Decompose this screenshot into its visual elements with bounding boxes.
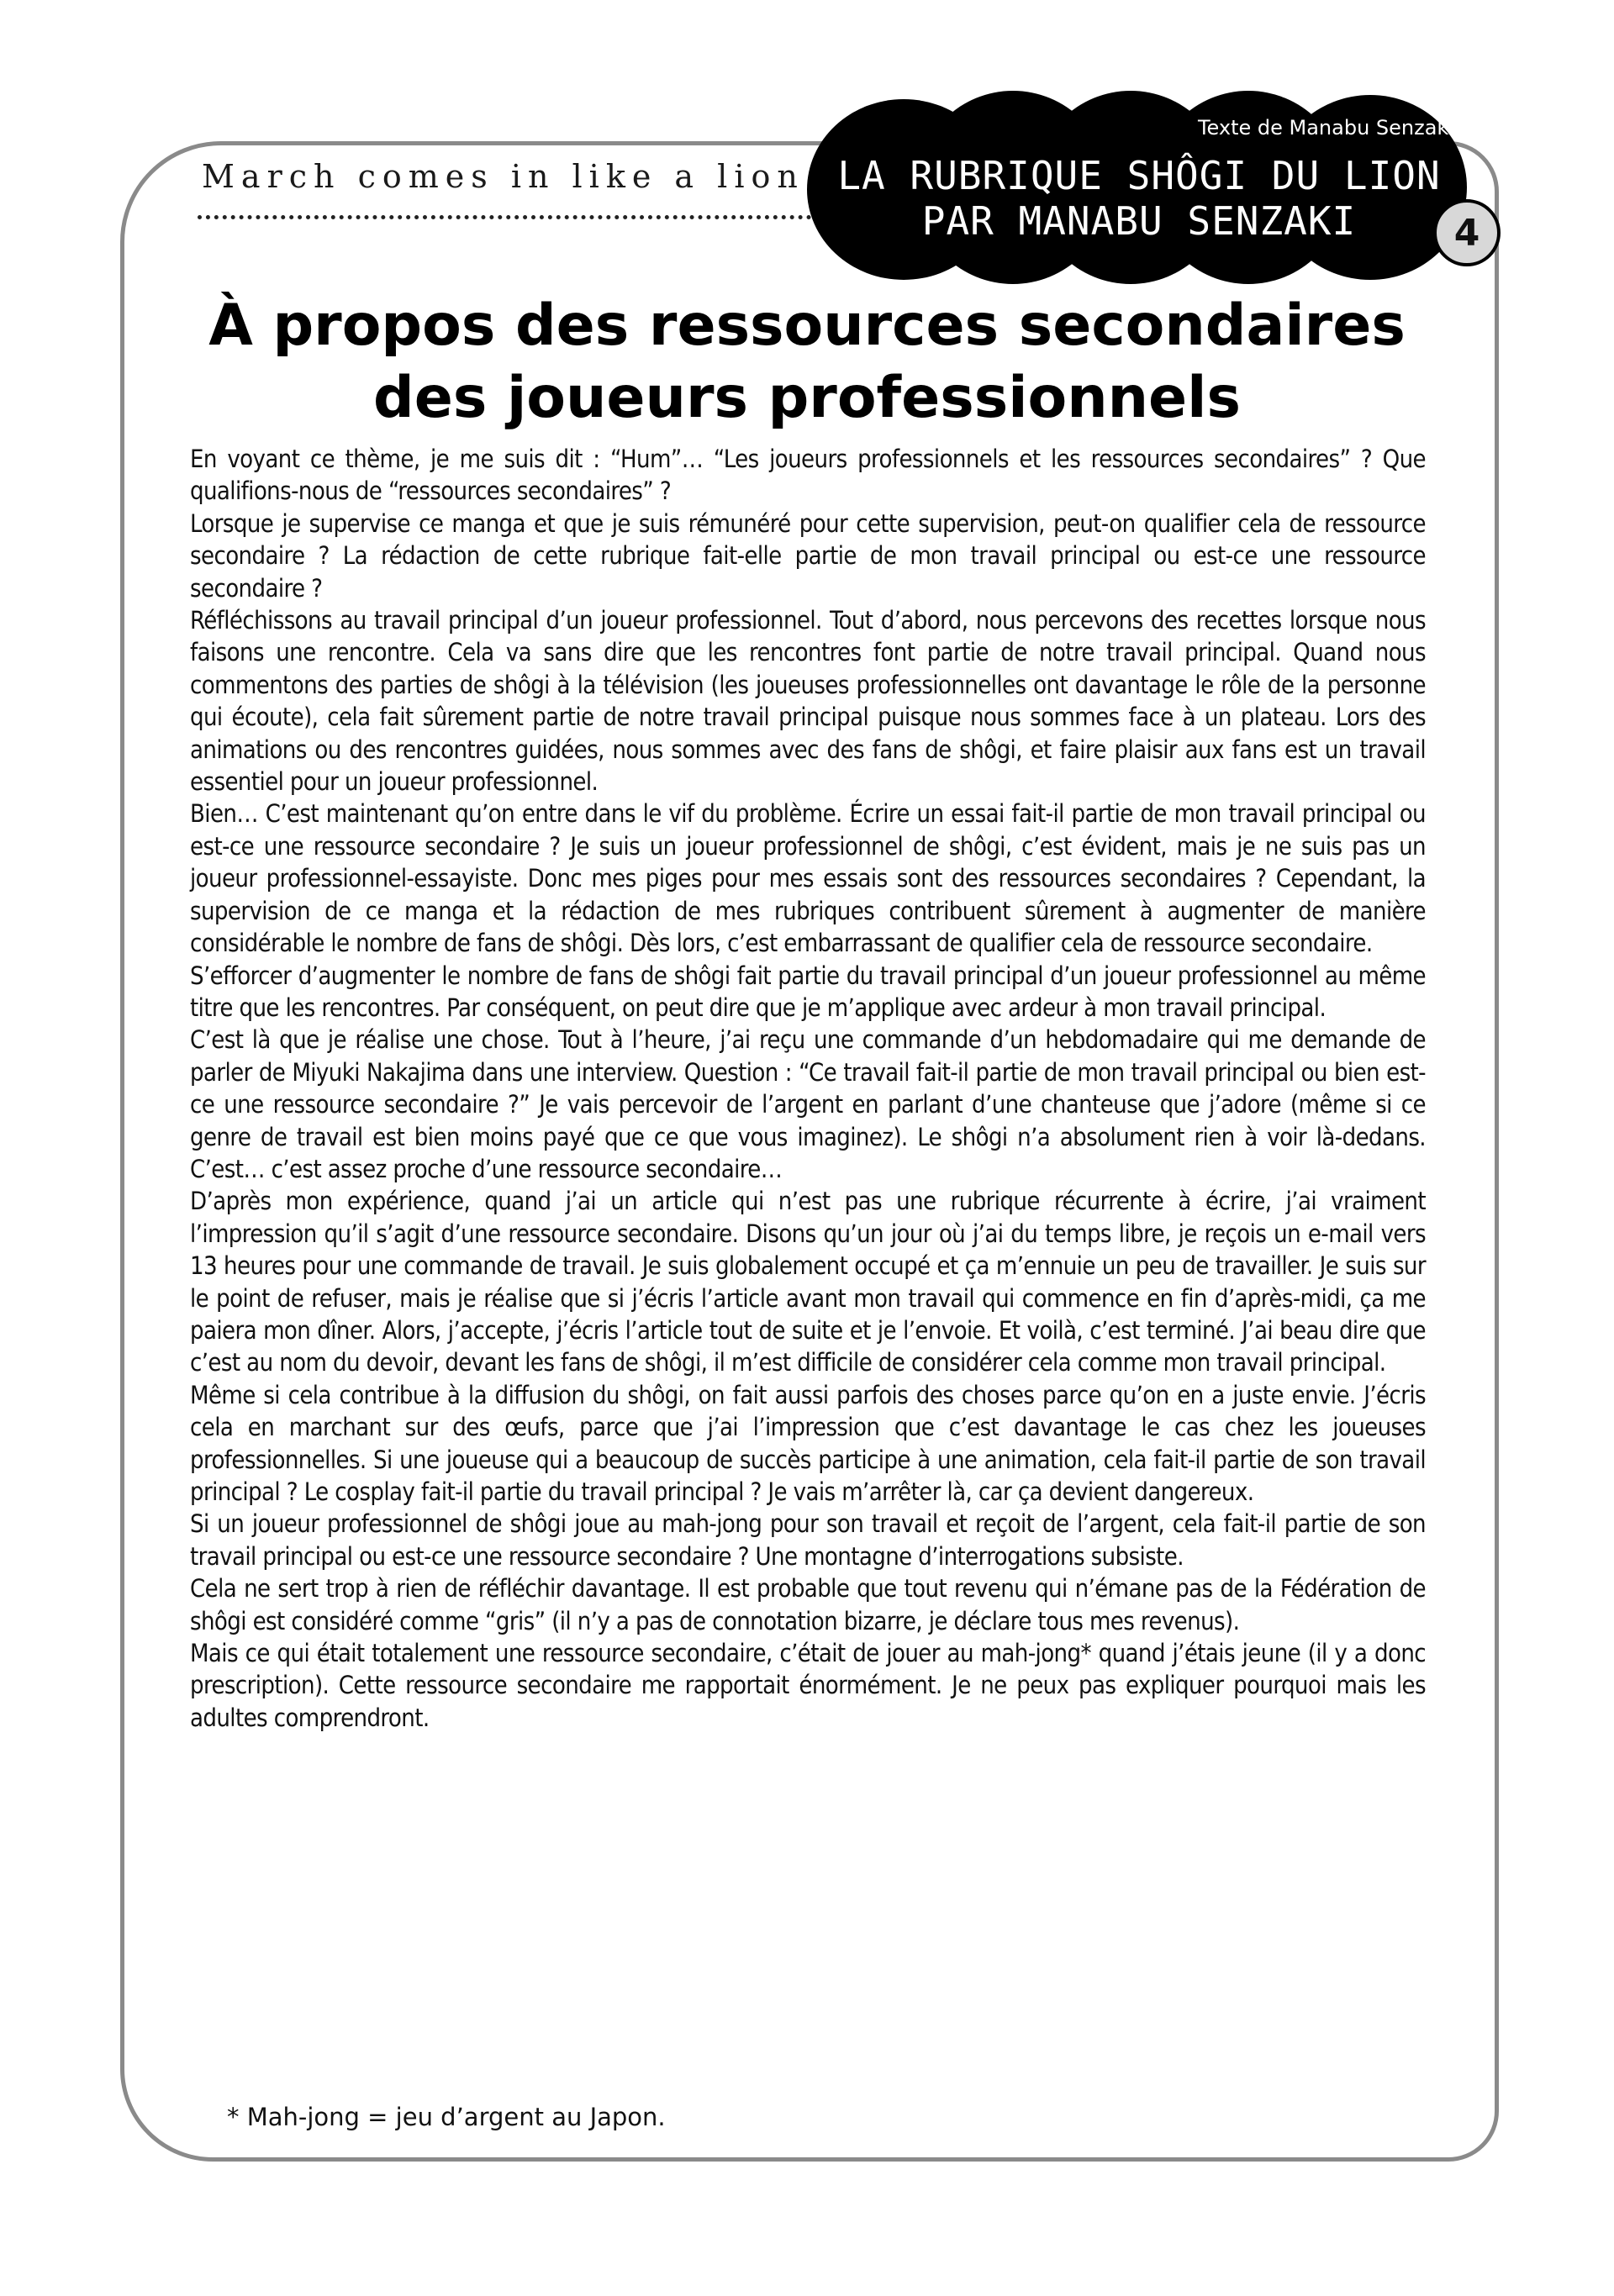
title-line: des joueurs professionnels (373, 365, 1241, 431)
rubric-header (807, 91, 1471, 284)
series-title: March comes in like a lion (202, 158, 804, 195)
paragraph: Mais ce qui était totalement une ressource secondaire, c’était de jouer au mah-jong* quand j’étais jeune (il y a donc prescription). Cette ressource secondaire me rapportait énormément. Je ne peux pas expliquer pourquoi mais les adultes comprendront. (190, 1639, 1426, 1732)
paragraph: Réfléchissons au travail principal d’un joueur professionnel. Tout d’abord, nous percevons des recettes lorsque nous faisons une rencontre. Cela va sans dire que les rencontres font partie de notre travail principal. Quand nous commentons des parties de shôgi à la télévision (les joueuses professionnelles ont davantage le rôle de la personne qui écoute), cela fait sûrement partie de notre travail principal puisque nous sommes face à un plateau. Lors des animations ou des rencontres guidées, nous sommes avec des fans de shôgi, et faire plaisir aux fans est un travail essentiel pour un joueur professionnel. (190, 606, 1426, 797)
paragraph: D’après mon expérience, quand j’ai un article qui n’est pas une rubrique récurrente à écrire, j’ai vraiment l’impression qu’il s’agit d’une ressource secondaire. Disons qu’un jour où j’ai du temps libre, je reçois un e-mail vers 13 heures pour une commande de travail. Je suis globalement occupé et ça m’ennuie un peu de travailler. Je suis sur le point de refuser, mais je réalise que si j’écris l’article avant mon travail qui commence en fin d’après-midi, ça me paiera mon dîner. Alors, j’accepte, j’écris l’article tout de suite et je l’envoie. Et voilà, c’est terminé. J’ai beau dire que c’est au nom du devoir, devant les fans de shôgi, il m’est difficile de considérer cela comme mon travail principal. (190, 1187, 1426, 1377)
paragraph: Bien… C’est maintenant qu’on entre dans le vif du problème. Écrire un essai fait-il partie de mon travail principal ou est-ce une ressource secondaire ? Je suis un joueur professionnel de shôgi, c’est évident, mais je ne suis pas un joueur professionnel-essayiste. Donc mes piges pour mes essais sont des ressources secondaires ? Cependant, la supervision de ce manga et la rédaction de mes rubriques contribuent sûrement à augmenter de manière considérable le nombre de fans de shôgi. Dès lors, c’est embarrassant de qualifier cela de ressource secondaire. (190, 799, 1426, 958)
paragraph: S’efforcer d’augmenter le nombre de fans de shôgi fait partie du travail principal d’un joueur professionnel au même titre que les rencontres. Par conséquent, on peut dire que je m’applique avec ardeur à mon travail principal. (190, 961, 1426, 1022)
footnote: * Mah-jong = jeu d’argent au Japon. (227, 2103, 666, 2131)
rubric-title (807, 153, 1471, 244)
paragraph: Si un joueur professionnel de shôgi joue au mah-jong pour son travail et reçoit de l’argent, cela fait-il partie de son travail principal ou est-ce une ressource secondaire ? Une montagne d’interrogations subsiste. (190, 1509, 1426, 1571)
paragraph: Cela ne sert trop à rien de réfléchir davantage. Il est probable que tout revenu qui n’émane pas de la Fédération de shôgi est considéré comme “gris” (il n’y a pas de connotation bizarre, je déclare tous mes revenus). (190, 1574, 1426, 1635)
article-title (168, 290, 1446, 434)
issue-number-badge: 4 (1433, 199, 1501, 266)
paragraph: Lorsque je supervise ce manga et que je suis rémunéré pour cette supervision, peut-on qualifier cela de ressource secondaire ? La rédaction de cette rubrique fait-elle partie de mon travail principal ou est-ce une ressource secondaire ? (190, 508, 1426, 603)
dotted-divider (198, 215, 845, 219)
author-credit: Texte de Manabu Senzaki (1197, 116, 1454, 140)
rubric-line: LA RUBRIQUE SHÔGI DU LION (837, 153, 1441, 198)
title-line: À propos des ressources secondaires (208, 292, 1406, 359)
rubric-line: PAR MANABU SENZAKI (921, 198, 1357, 244)
article-body (190, 443, 1426, 1734)
paragraph: C’est là que je réalise une chose. Tout à l’heure, j’ai reçu une commande d’un hebdomadaire qui me demande de parler de Miyuki Nakajima dans une interview. Question : “Ce travail fait-il partie de mon travail principal ou bien est-ce une ressource secondaire ?” Je vais percevoir de l’argent en parlant d’une chanteuse que j’adore (même si ce genre de travail est bien moins payé que ce que vous imaginez). Le shôgi n’a absolument rien à voir là-dedans. C’est… c’est assez proche d’une ressource secondaire… (190, 1025, 1426, 1183)
paragraph: En voyant ce thème, je me suis dit : “Hum”… “Les joueurs professionnels et les ressources secondaires” ? Que qualifions-nous de “ressources secondaires” ? (190, 445, 1426, 506)
paragraph: Même si cela contribue à la diffusion du shôgi, on fait aussi parfois des choses parce qu’on en a juste envie. J’écris cela en marchant sur des œufs, parce que j’ai l’impression que c’est davantage le cas chez les joueuses professionnelles. Si une joueuse qui a beaucoup de succès participe à une animation, cela fait-il partie de son travail principal ? Le cosplay fait-il partie du travail principal ? Je vais m’arrêter là, car ça devient dangereux. (190, 1380, 1426, 1506)
